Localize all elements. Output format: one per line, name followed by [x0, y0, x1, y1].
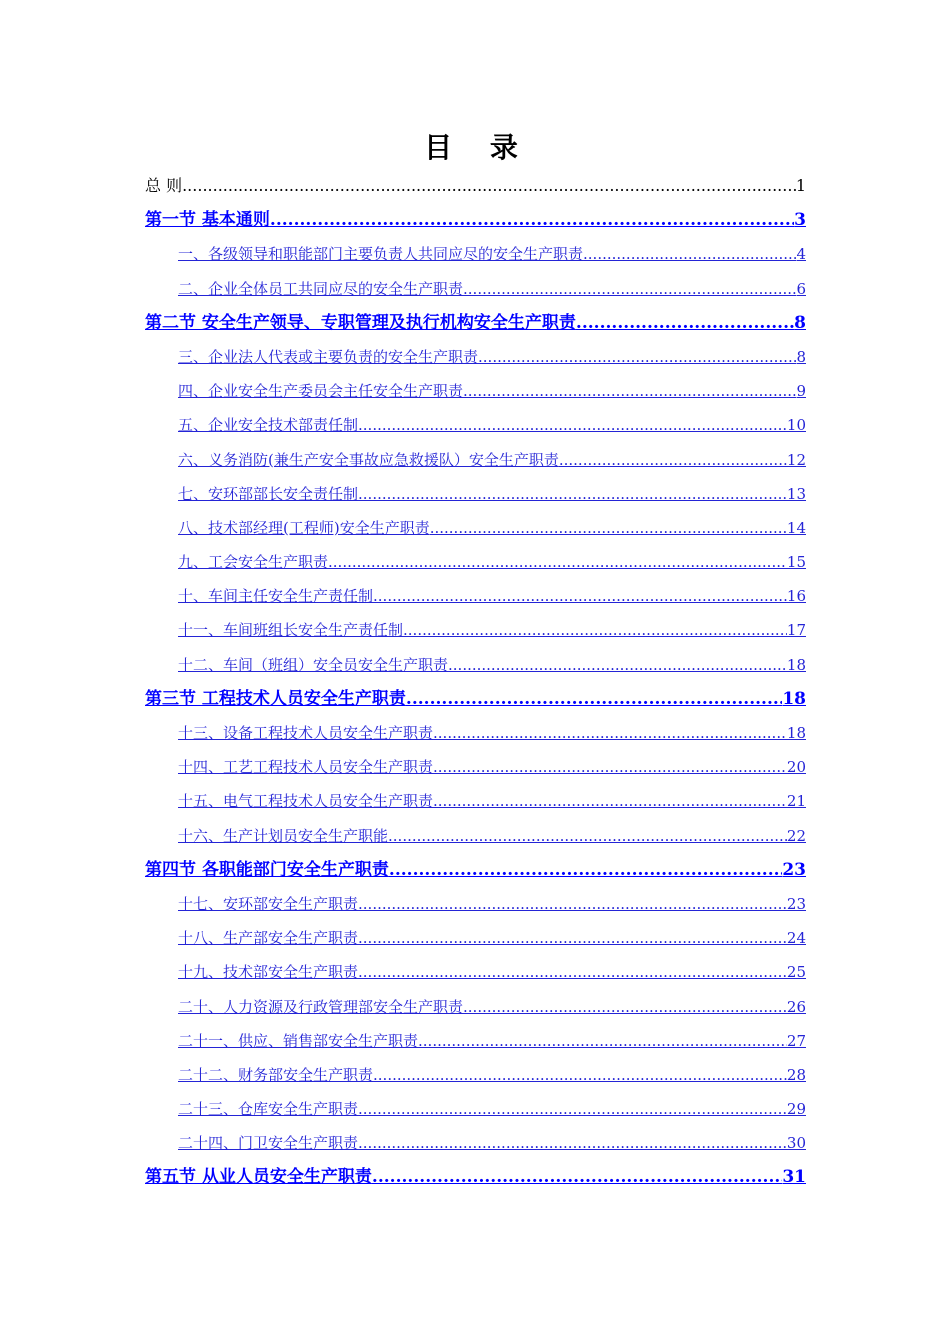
toc-dot-leader	[576, 308, 794, 338]
toc-dot-leader	[388, 821, 787, 851]
toc-page-number: 26	[786, 997, 806, 1016]
toc-item-link[interactable]	[145, 650, 806, 684]
toc-item-link[interactable]	[145, 581, 806, 615]
toc-dot-leader	[373, 581, 787, 611]
toc-item-link[interactable]	[145, 239, 806, 273]
toc-entry-label: 十四、工艺工程技术人员安全生产职责	[178, 758, 434, 777]
toc-item-link[interactable]	[145, 821, 806, 855]
toc-dot-leader	[463, 992, 787, 1022]
toc-page-number: 28	[786, 1065, 806, 1084]
toc-entry-label: 第四节 各职能部门安全生产职责	[145, 859, 389, 880]
toc-dot-leader	[328, 547, 787, 577]
toc-page-number: 18	[782, 688, 806, 709]
toc-item-link[interactable]	[145, 957, 806, 991]
toc-entry-label: 六、义务消防(兼生产安全事故应急救援队）安全生产职责	[178, 450, 559, 469]
toc-dot-leader	[430, 513, 787, 543]
toc-entry-label: 二十二、财务部安全生产职责	[178, 1065, 374, 1084]
toc-entry-label: 二十、人力资源及行政管理部安全生产职责	[178, 997, 464, 1016]
toc-item-link[interactable]	[145, 992, 806, 1026]
toc-entry-label: 十九、技术部安全生产职责	[178, 963, 359, 982]
toc-dot-leader	[358, 923, 787, 953]
toc-page-number: 31	[782, 1167, 806, 1188]
toc-entry-label: 八、技术部经理(工程师)安全生产职责	[178, 518, 430, 537]
toc-dot-leader	[559, 445, 787, 475]
toc-page-number: 3	[794, 210, 806, 231]
toc-item-link[interactable]	[145, 752, 806, 786]
toc-page-number: 27	[786, 1031, 806, 1050]
toc-dot-leader	[433, 752, 787, 782]
toc-item-link[interactable]	[145, 479, 806, 513]
toc-dot-leader	[182, 171, 796, 201]
toc-dot-leader	[358, 479, 787, 509]
toc-section-link[interactable]	[145, 684, 806, 718]
toc-page-number: 10	[786, 416, 806, 435]
toc-entry-label: 四、企业安全生产委员会主任安全生产职责	[178, 382, 464, 401]
toc-item-link[interactable]	[145, 615, 806, 649]
toc-item-link[interactable]	[145, 1094, 806, 1128]
toc-section-link[interactable]	[145, 1162, 806, 1196]
toc-dot-leader	[389, 855, 782, 885]
toc-entry-label: 二、企业全体员工共同应尽的安全生产职责	[178, 279, 464, 298]
toc-page-number: 15	[786, 553, 806, 572]
toc-title: 目 录	[424, 131, 532, 164]
toc-item-link[interactable]	[145, 376, 806, 410]
toc-page-number: 22	[786, 826, 806, 845]
toc-list	[145, 171, 806, 1197]
toc-item-link[interactable]	[145, 889, 806, 923]
toc-page-number: 16	[786, 587, 806, 606]
toc-dot-leader	[433, 718, 787, 748]
toc-page-number: 14	[786, 518, 806, 537]
toc-dot-leader	[463, 274, 796, 304]
toc-entry-label: 第一节 基本通则	[145, 210, 270, 231]
toc-entry-label: 十五、电气工程技术人员安全生产职责	[178, 792, 434, 811]
toc-page-number: 4	[796, 245, 806, 264]
toc-page-number: 30	[786, 1134, 806, 1153]
toc-entry-label: 十七、安环部安全生产职责	[178, 894, 359, 913]
toc-dot-leader	[358, 410, 787, 440]
toc-entry-label: 九、工会安全生产职责	[178, 553, 329, 572]
toc-page-number: 9	[796, 382, 806, 401]
toc-entry-label: 五、企业安全技术部责任制	[178, 416, 359, 435]
toc-entry-label: 第二节 安全生产领导、专职管理及执行机构安全生产职责	[145, 312, 576, 333]
toc-page-number: 29	[786, 1100, 806, 1119]
toc-entry-label: 第五节 从业人员安全生产职责	[145, 1167, 372, 1188]
toc-dot-leader	[478, 342, 796, 372]
toc-entry-label: 二十一、供应、销售部安全生产职责	[178, 1031, 419, 1050]
toc-entry-label: 二十四、门卫安全生产职责	[178, 1134, 359, 1153]
toc-page-number: 17	[786, 621, 806, 640]
toc-page-number: 23	[782, 859, 806, 880]
toc-item-link[interactable]	[145, 718, 806, 752]
toc-entry-label: 十八、生产部安全生产职责	[178, 929, 359, 948]
toc-entry-label: 总 则	[145, 176, 183, 195]
toc-page-number: 6	[796, 279, 806, 298]
toc-page-number: 21	[786, 792, 806, 811]
toc-entry-label: 十二、车间（班组）安全员安全生产职责	[178, 655, 449, 674]
toc-page-number: 18	[786, 655, 806, 674]
toc-dot-leader	[358, 889, 787, 919]
toc-page-number: 8	[794, 312, 806, 333]
toc-entry-label: 十一、车间班组长安全生产责任制	[178, 621, 404, 640]
toc-item-link[interactable]	[145, 923, 806, 957]
toc-section-link[interactable]	[145, 855, 806, 889]
toc-entry-label: 十、车间主任安全生产责任制	[178, 587, 374, 606]
toc-entry-label: 一、各级领导和职能部门主要负责人共同应尽的安全生产职责	[178, 245, 584, 264]
toc-entry-label: 二十三、仓库安全生产职责	[178, 1100, 359, 1119]
toc-dot-leader	[270, 205, 794, 235]
toc-section-link[interactable]	[145, 308, 806, 342]
toc-dot-leader	[403, 615, 787, 645]
toc-dot-leader	[358, 1094, 787, 1124]
toc-entry-label: 七、安环部部长安全责任制	[178, 484, 359, 503]
toc-item-link[interactable]	[145, 1060, 806, 1094]
toc-entry-label: 第三节 工程技术人员安全生产职责	[145, 688, 406, 709]
toc-item-link[interactable]	[145, 342, 806, 376]
toc-page-number: 23	[786, 894, 806, 913]
toc-dot-leader	[358, 1128, 787, 1158]
toc-item-link[interactable]	[145, 1026, 806, 1060]
toc-dot-leader	[372, 1162, 782, 1192]
toc-page-number: 20	[786, 758, 806, 777]
toc-dot-leader	[406, 684, 782, 714]
toc-item-link[interactable]	[145, 410, 806, 444]
toc-item-link[interactable]	[145, 547, 806, 581]
toc-item-link[interactable]	[145, 274, 806, 308]
toc-dot-leader	[373, 1060, 787, 1090]
toc-page-number: 8	[796, 347, 806, 366]
toc-entry-label: 十三、设备工程技术人员安全生产职责	[178, 724, 434, 742]
toc-item-link[interactable]	[145, 445, 806, 479]
toc-dot-leader	[433, 786, 787, 816]
toc-page-number: 13	[786, 484, 806, 503]
toc-item-link[interactable]	[145, 1128, 806, 1162]
toc-dot-leader	[418, 1026, 787, 1056]
toc-entry-label: 十六、生产计划员安全生产职能	[178, 826, 389, 845]
toc-item-link[interactable]	[145, 513, 806, 547]
toc-page-number: 1	[795, 176, 806, 195]
toc-page-number: 12	[786, 450, 806, 469]
toc-dot-leader	[583, 239, 796, 269]
toc-page-number: 18	[786, 724, 806, 742]
toc-dot-leader	[463, 376, 796, 406]
toc-page-number: 24	[786, 929, 806, 948]
toc-section-link[interactable]	[145, 205, 806, 239]
toc-entry	[145, 171, 806, 205]
toc-entry-label: 三、企业法人代表或主要负责的安全生产职责	[178, 347, 479, 366]
toc-dot-leader	[358, 957, 787, 987]
toc-page-number: 25	[786, 963, 806, 982]
toc-dot-leader	[448, 650, 787, 680]
toc-item-link[interactable]	[145, 786, 806, 820]
